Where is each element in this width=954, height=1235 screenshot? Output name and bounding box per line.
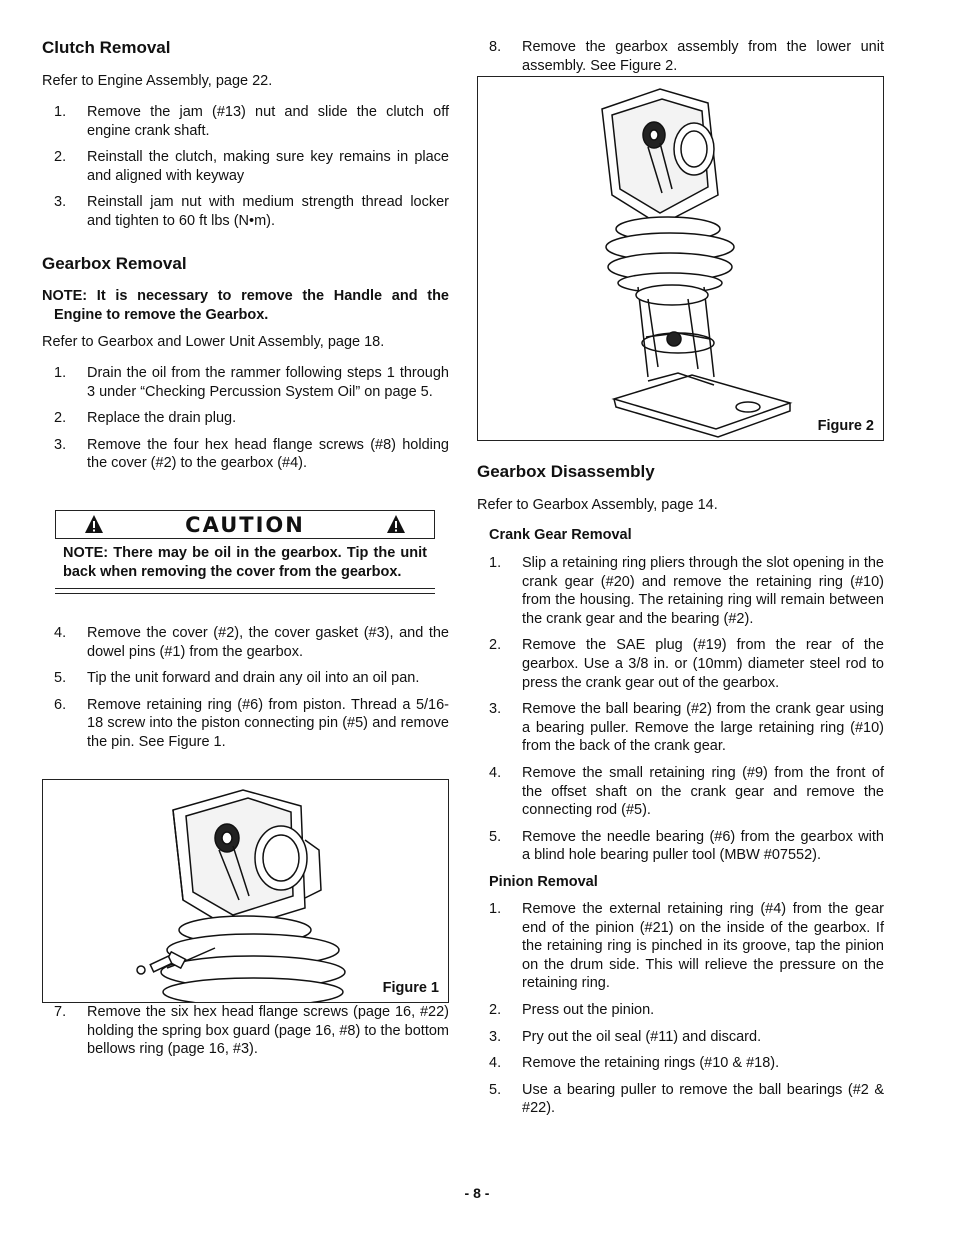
step-text: Remove the SAE plug (#19) from the rear of the gearbox. Use a 3/8 in. or (10mm) diameter steel rod to press the crank gear out of the gearbox. (522, 637, 884, 691)
step-item (477, 1001, 884, 1020)
step-number: 4. (489, 1055, 502, 1072)
gearbox-steps-c (42, 1003, 449, 1059)
step-item (42, 696, 449, 752)
step-text: Reinstall jam nut with medium strength thread locker and tighten to 60 ft lbs (N•m). (87, 194, 449, 229)
step-text: Tip the unit forward and drain any oil into an oil pan. (87, 670, 420, 687)
step-item (477, 1081, 884, 1118)
step-number: 4. (54, 625, 67, 641)
step-item (42, 148, 449, 185)
caution-text: NOTE: There may be oil in the gearbox. Tip the unit back when removing the cover from the gearbox. (63, 545, 427, 580)
caution-bar (55, 510, 435, 539)
caution-label: CAUTION (185, 512, 305, 537)
step-item (42, 669, 449, 688)
step-item (42, 436, 449, 473)
step-text: Remove the needle bearing (#6) from the gearbox with a blind hole bearing puller tool (MBW #07552). (522, 828, 884, 864)
step-number: 1. (54, 104, 67, 120)
step-item (477, 1054, 884, 1073)
step-number: 1. (489, 901, 502, 917)
step-text: Remove the small retaining ring (#9) from the front of the offset shaft on the crank gear and remove the connecting rod (#5). (522, 764, 884, 819)
step-number: 6. (54, 696, 67, 713)
warning-icon (386, 514, 406, 534)
step-item (477, 764, 884, 820)
step-item (42, 1003, 449, 1059)
step-item (477, 700, 884, 756)
gearbox-steps-b (42, 624, 449, 752)
step-item (477, 554, 884, 628)
step-text: Remove the six hex head flange screws (page 16, #22) holding the spring box guard (page 16, #8) to the bottom bellows ring (page 16, #3). (87, 1004, 449, 1058)
gearbox-reference: Refer to Gearbox and Lower Unit Assembly, page 18. (42, 334, 385, 350)
step-number: 3. (489, 1028, 502, 1045)
step-text: Press out the pinion. (522, 1001, 655, 1018)
step-number: 4. (489, 764, 502, 781)
gearbox-steps-top (477, 38, 884, 75)
step-item (42, 409, 449, 428)
gearbox-note-line2: Engine to remove the Gearbox. (54, 307, 269, 323)
figure-2 (477, 76, 884, 441)
step-number: 8. (489, 39, 502, 55)
crank-gear-removal-heading: Crank Gear Removal (489, 527, 632, 543)
step-item (477, 900, 884, 993)
step-number: 2. (54, 149, 67, 166)
step-item (42, 193, 449, 230)
step-number: 1. (489, 555, 502, 571)
clutch-reference: Refer to Engine Assembly, page 22. (42, 73, 273, 89)
step-item (477, 1028, 884, 1047)
warning-icon (84, 514, 104, 534)
step-number: 5. (54, 670, 67, 687)
step-number: 2. (489, 1001, 502, 1018)
step-number: 5. (489, 1081, 502, 1098)
gearbox-removal-note (42, 287, 449, 325)
step-text: Remove retaining ring (#6) from piston. Thread a 5/16-18 screw into the piston connecting pin (#5) and remove the pin. See Figure 1. (87, 696, 449, 750)
figure-1-caption: Figure 1 (382, 980, 439, 996)
step-item (42, 103, 449, 140)
step-text: Pry out the oil seal (#11) and discard. (522, 1028, 762, 1045)
step-text: Remove the external retaining ring (#4) from the gear end of the pinion (#21) on the inside of the gearbox. If the retaining ring is pinched in its groove, tap the pinion on the drum side. This will relieve the pressure on the retaining ring. (522, 901, 884, 992)
step-text: Remove the four hex head flange screws (#8) holding the cover (#2) to the gearbox (#4). (87, 436, 449, 472)
crank-gear-steps (477, 554, 884, 865)
step-text: Slip a retaining ring pliers through the slot opening in the crank gear (#20) and remove the retaining ring (#10) from the housing. The retaining ring will remain between the crank gear and the bearing (#2). (522, 555, 884, 627)
step-text: Remove the gearbox assembly from the lower unit assembly. See Figure 2. (522, 39, 884, 74)
step-text: Reinstall the clutch, making sure key remains in place and aligned with keyway (87, 149, 449, 184)
gearbox-removal-heading: Gearbox Removal (42, 254, 187, 273)
caution-box (55, 510, 435, 594)
gearbox-note-line1: NOTE: It is necessary to remove the Handle and the (42, 288, 449, 304)
disassembly-reference: Refer to Gearbox Assembly, page 14. (477, 497, 718, 513)
figure-2-caption: Figure 2 (817, 418, 874, 434)
step-number: 3. (54, 194, 67, 211)
step-number: 5. (489, 828, 502, 845)
step-number: 3. (54, 436, 67, 453)
gearbox-steps-a (42, 364, 449, 473)
step-number: 2. (54, 410, 67, 427)
step-item (42, 624, 449, 661)
step-number: 1. (54, 365, 67, 381)
step-text: Use a bearing puller to remove the ball bearings (#2 & #22). (522, 1081, 884, 1117)
step-item (477, 828, 884, 865)
step-number: 3. (489, 701, 502, 718)
caution-bottom-rule (55, 588, 435, 594)
gearbox-illustration-figure1 (43, 780, 448, 1002)
clutch-removal-heading: Clutch Removal (42, 38, 171, 57)
gearbox-lower-unit-illustration-figure2 (478, 77, 883, 440)
step-text: Remove the cover (#2), the cover gasket (#3), and the dowel pins (#1) from the gearbox. (87, 625, 449, 660)
pinion-removal-heading: Pinion Removal (489, 874, 598, 890)
pinion-steps (477, 900, 884, 1118)
step-item (477, 636, 884, 692)
step-number: 7. (54, 1004, 67, 1020)
page-number: - 8 - (464, 1185, 490, 1201)
step-text: Remove the jam (#13) nut and slide the clutch off engine crank shaft. (87, 104, 449, 139)
step-number: 2. (489, 637, 502, 654)
step-text: Replace the drain plug. (87, 410, 237, 427)
step-text: Remove the retaining rings (#10 & #18). (522, 1055, 780, 1072)
step-text: Drain the oil from the rammer following steps 1 through 3 under “Checking Percussion System Oil” on page 5. (87, 365, 449, 400)
figure-1 (42, 779, 449, 1003)
gearbox-disassembly-heading: Gearbox Disassembly (477, 462, 655, 481)
step-item (477, 38, 884, 75)
step-item (42, 364, 449, 401)
clutch-steps (42, 103, 449, 231)
step-text: Remove the ball bearing (#2) from the crank gear using a bearing puller. Remove the large retaining ring (#10) from the back of the crank gear. (522, 701, 884, 755)
